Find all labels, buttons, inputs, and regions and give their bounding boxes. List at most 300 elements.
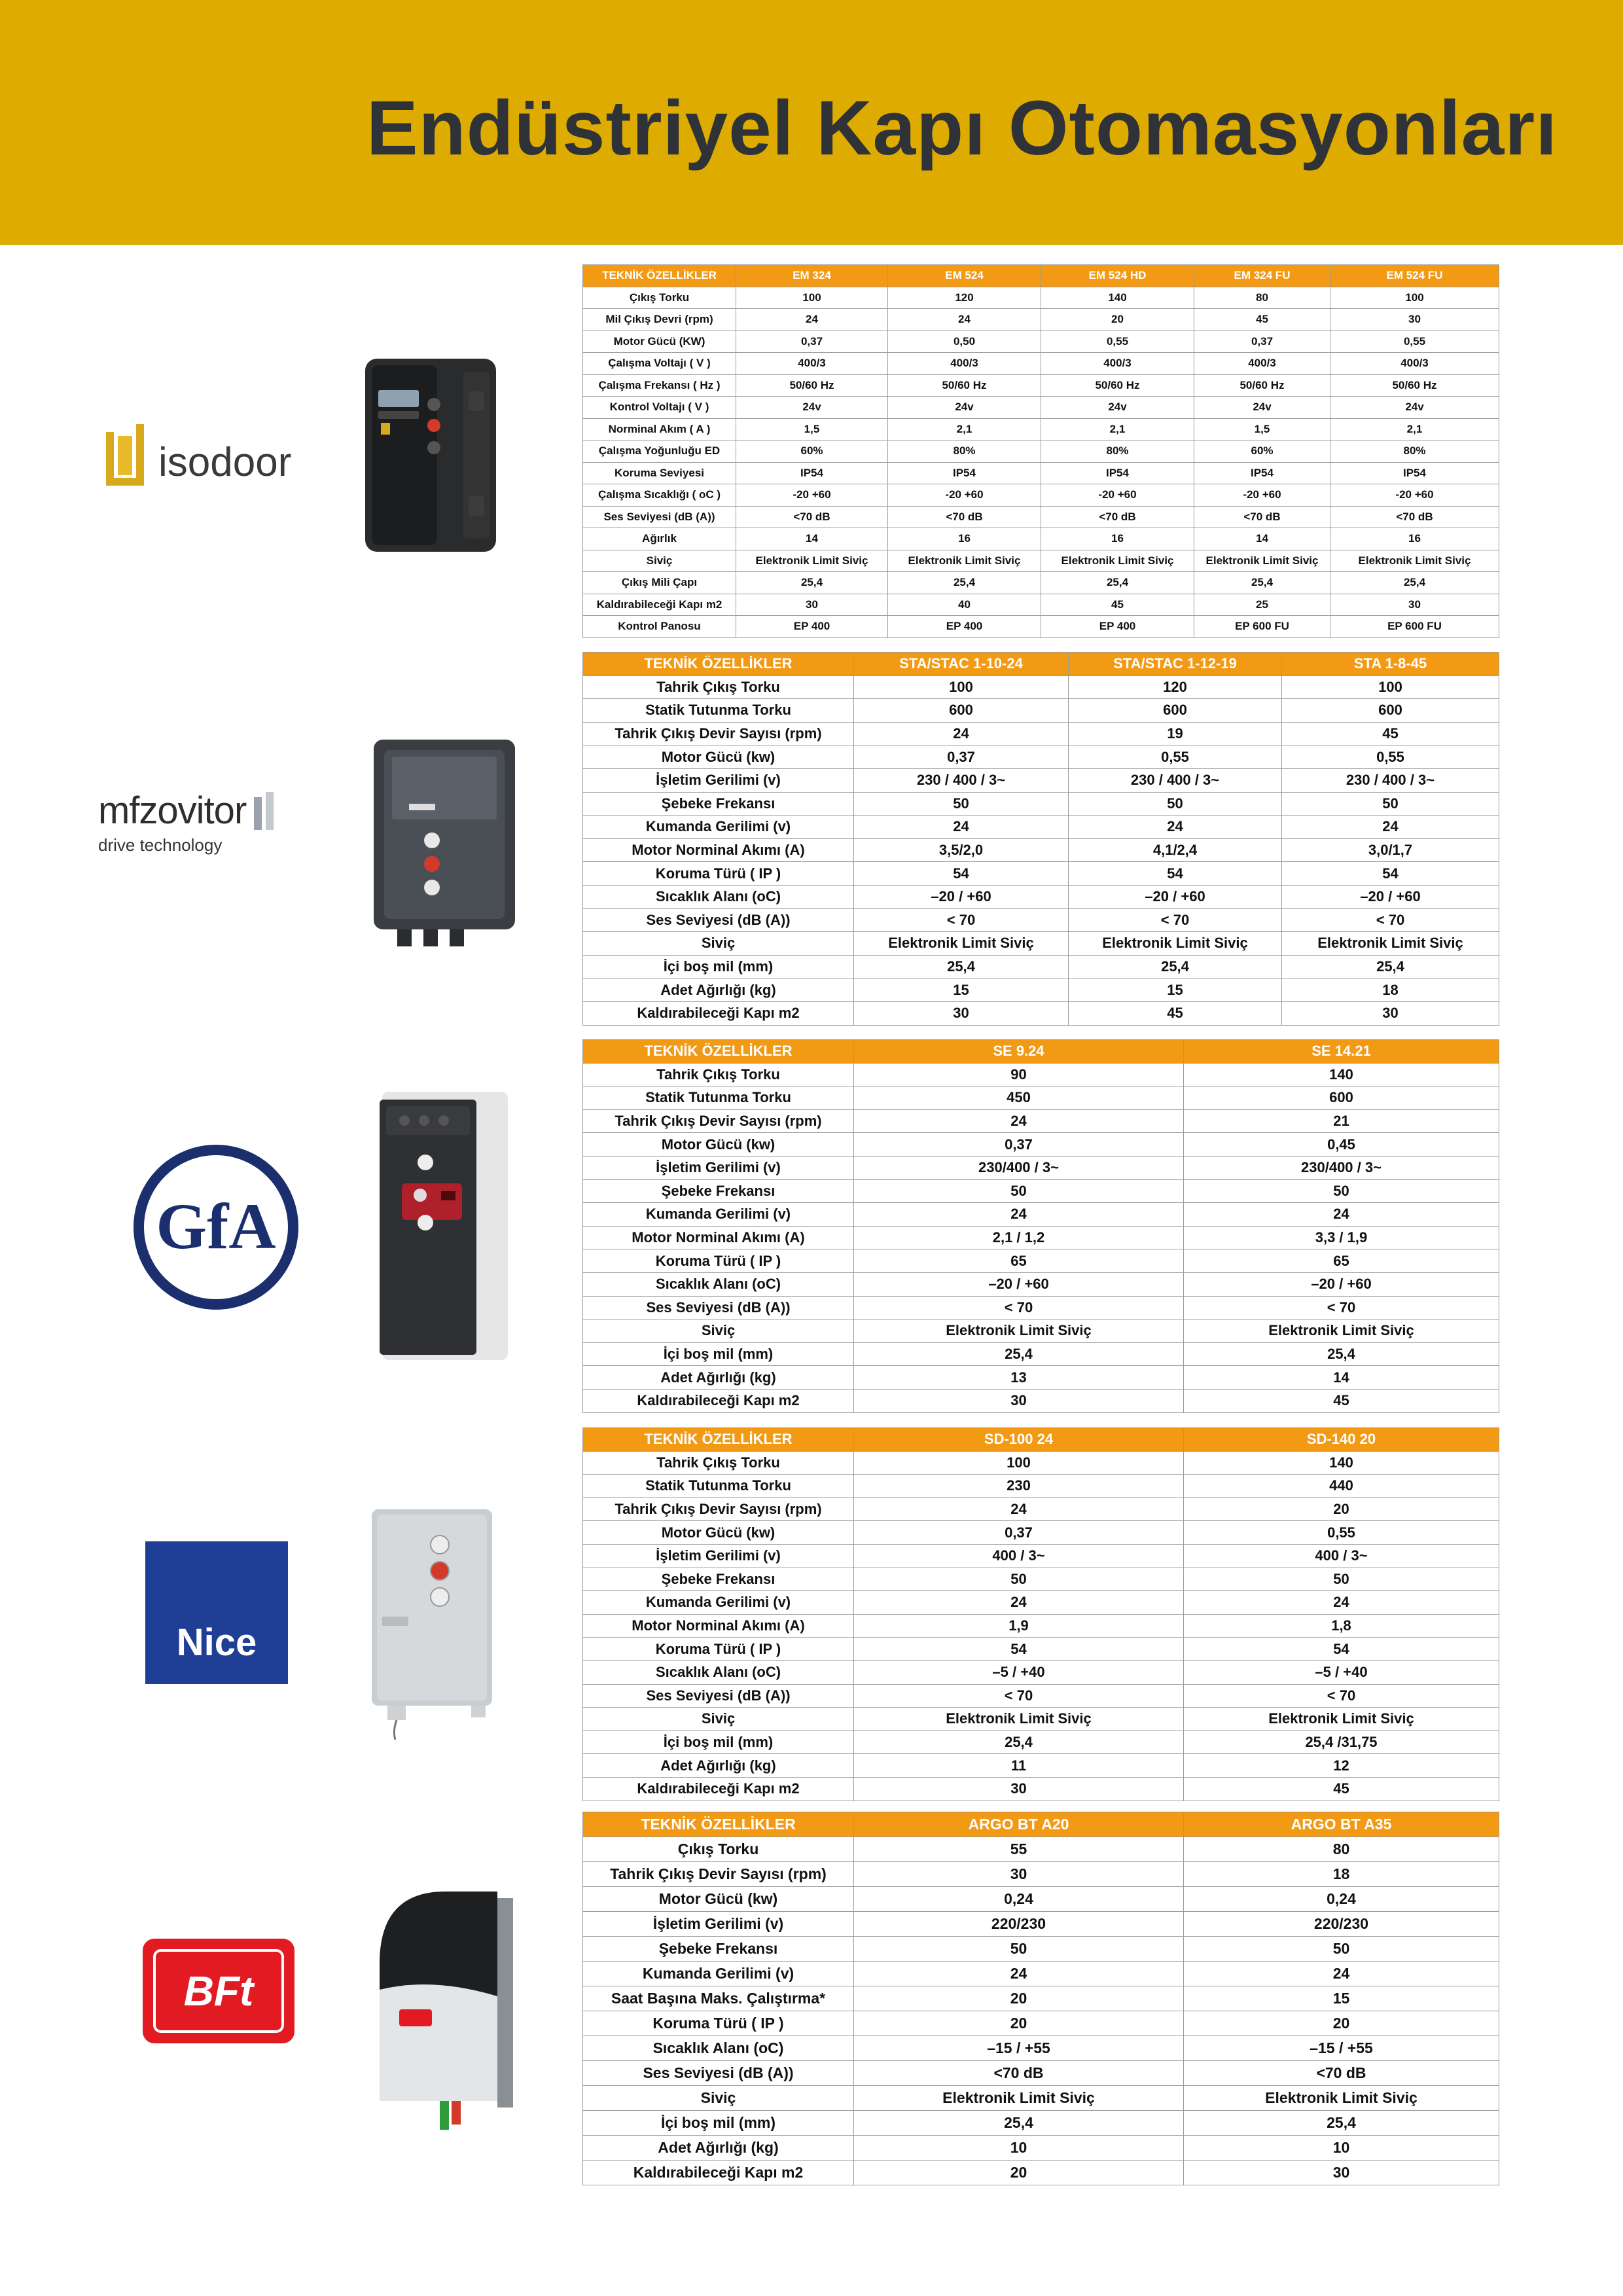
spec-value-cell: 100 bbox=[1330, 287, 1499, 309]
spec-label-cell: Motor Gücü (kw) bbox=[583, 1521, 854, 1545]
mfzovitor-logo-text: mfzovitor bbox=[98, 789, 247, 832]
table-row bbox=[583, 484, 1499, 507]
spec-value-cell: 0,55 bbox=[1282, 745, 1499, 769]
spec-value-cell: 30 bbox=[1184, 2161, 1499, 2185]
spec-value-cell: 20 bbox=[1041, 309, 1194, 331]
spec-value-cell: -20 +60 bbox=[1041, 484, 1194, 507]
table-row bbox=[583, 932, 1499, 956]
spec-value-cell: 24v bbox=[1041, 397, 1194, 419]
spec-value-cell: 18 bbox=[1282, 978, 1499, 1002]
spec-value-cell: <70 dB bbox=[1330, 506, 1499, 528]
spec-value-cell: Elektronik Limit Siviç bbox=[854, 1708, 1184, 1731]
table-row bbox=[583, 1319, 1499, 1343]
spec-value-cell: 600 bbox=[854, 699, 1069, 723]
spec-table-isodoor bbox=[582, 264, 1499, 638]
spec-value-cell: 25 bbox=[1194, 594, 1330, 616]
spec-value-cell: 65 bbox=[854, 1249, 1184, 1273]
spec-value-cell: 20 bbox=[1184, 1498, 1499, 1521]
spec-label-cell: Statik Tutunma Torku bbox=[583, 1086, 854, 1110]
spec-value-cell: 10 bbox=[1184, 2136, 1499, 2161]
gfa-control-unit-image bbox=[373, 1086, 517, 1368]
spec-value-cell: 400/3 bbox=[888, 353, 1041, 375]
table-row bbox=[583, 1179, 1499, 1203]
spec-value-cell: 30 bbox=[1330, 594, 1499, 616]
spec-value-cell: 15 bbox=[1069, 978, 1282, 1002]
table-row bbox=[583, 1086, 1499, 1110]
column-header: SE 9.24 bbox=[854, 1040, 1184, 1064]
mfzovitor-tagline: drive technology bbox=[98, 834, 223, 855]
spec-value-cell: EP 400 bbox=[1041, 616, 1194, 638]
nice-control-unit-image bbox=[366, 1505, 497, 1741]
spec-label-cell: Kontrol Panosu bbox=[583, 616, 736, 638]
table-row bbox=[583, 462, 1499, 484]
spec-value-cell: 25,4 bbox=[1184, 2111, 1499, 2136]
spec-value-cell: 40 bbox=[888, 594, 1041, 616]
spec-value-cell: 1,5 bbox=[736, 418, 888, 440]
table-row bbox=[583, 1226, 1499, 1249]
spec-value-cell: 0,24 bbox=[854, 1887, 1184, 1912]
spec-value-cell: 45 bbox=[1184, 1777, 1499, 1801]
spec-label-cell: Ses Seviyesi (dB (A)) bbox=[583, 2061, 854, 2086]
spec-value-cell: 3,3 / 1,9 bbox=[1184, 1226, 1499, 1249]
spec-label-cell: Ses Seviyesi (dB (A)) bbox=[583, 506, 736, 528]
spec-label-cell: Adet Ağırlığı (kg) bbox=[583, 978, 854, 1002]
spec-value-cell: 50 bbox=[1184, 1937, 1499, 1962]
spec-value-cell: < 70 bbox=[854, 1684, 1184, 1708]
table-row bbox=[583, 1986, 1499, 2011]
isodoor-logo bbox=[98, 412, 321, 497]
spec-label-cell: Kaldırabileceği Kapı m2 bbox=[583, 1389, 854, 1412]
spec-label-cell: Siviç bbox=[583, 1708, 854, 1731]
spec-value-cell: 0,37 bbox=[854, 1133, 1184, 1157]
spec-value-cell: 16 bbox=[1041, 528, 1194, 550]
spec-value-cell: 45 bbox=[1041, 594, 1194, 616]
bft-argo-motor-image bbox=[366, 1885, 517, 2147]
spec-label-cell: Koruma Türü ( IP ) bbox=[583, 1249, 854, 1273]
spec-label-cell: Çıkış Mili Çapı bbox=[583, 572, 736, 594]
table-row bbox=[583, 2086, 1499, 2111]
spec-value-cell: 100 bbox=[736, 287, 888, 309]
spec-value-cell: < 70 bbox=[854, 908, 1069, 932]
spec-value-cell: –20 / +60 bbox=[854, 1272, 1184, 1296]
spec-label-cell: Kaldırabileceği Kapı m2 bbox=[583, 1777, 854, 1801]
mfzovitor-mark-icon bbox=[251, 788, 277, 834]
spec-value-cell: 20 bbox=[854, 2161, 1184, 2185]
table-row bbox=[583, 1156, 1499, 1179]
table-row bbox=[583, 955, 1499, 978]
spec-value-cell: 21 bbox=[1184, 1109, 1499, 1133]
spec-value-cell: 10 bbox=[854, 2136, 1184, 2161]
spec-value-cell: 24 bbox=[1282, 816, 1499, 839]
spec-label-cell: Statik Tutunma Torku bbox=[583, 699, 854, 723]
spec-value-cell: 12 bbox=[1184, 1754, 1499, 1778]
spec-value-cell: 45 bbox=[1069, 1001, 1282, 1025]
spec-value-cell: 230/400 / 3~ bbox=[1184, 1156, 1499, 1179]
spec-label-cell: Kumanda Gerilimi (v) bbox=[583, 816, 854, 839]
spec-value-cell: 55 bbox=[854, 1837, 1184, 1862]
spec-label-cell: Şebeke Frekansı bbox=[583, 1568, 854, 1591]
spec-value-cell: Elektronik Limit Siviç bbox=[1184, 1708, 1499, 1731]
spec-value-cell: <70 dB bbox=[888, 506, 1041, 528]
spec-label-cell: Kumanda Gerilimi (v) bbox=[583, 1203, 854, 1227]
spec-value-cell: 0,24 bbox=[1184, 1887, 1499, 1912]
spec-value-cell: 50/60 Hz bbox=[1041, 374, 1194, 397]
spec-label-cell: Sıcaklık Alanı (oC) bbox=[583, 1660, 854, 1684]
table-row bbox=[583, 1614, 1499, 1638]
table-row bbox=[583, 816, 1499, 839]
page-title: Endüstriyel Kapı Otomasyonları bbox=[366, 85, 1558, 171]
spec-value-cell: 25,4 bbox=[888, 572, 1041, 594]
spec-value-cell: 54 bbox=[1184, 1638, 1499, 1661]
gfa-logo bbox=[131, 1142, 301, 1312]
spec-label-cell: Şebeke Frekansı bbox=[583, 1937, 854, 1962]
table-row bbox=[583, 1389, 1499, 1412]
spec-label-cell: Norminal Akım ( A ) bbox=[583, 418, 736, 440]
spec-label-cell: Ses Seviyesi (dB (A)) bbox=[583, 908, 854, 932]
spec-label-cell: Sıcaklık Alanı (oC) bbox=[583, 1272, 854, 1296]
spec-value-cell: 0,50 bbox=[888, 331, 1041, 353]
table-row bbox=[583, 908, 1499, 932]
spec-value-cell: 14 bbox=[736, 528, 888, 550]
isodoor-logo-text: isodoor bbox=[158, 440, 292, 485]
spec-value-cell: IP54 bbox=[1330, 462, 1499, 484]
column-header: STA/STAC 1-12-19 bbox=[1069, 653, 1282, 676]
spec-value-cell: 100 bbox=[854, 675, 1069, 699]
table-row bbox=[583, 550, 1499, 572]
spec-value-cell: 30 bbox=[854, 1001, 1069, 1025]
spec-value-cell: 230 / 400 / 3~ bbox=[1069, 768, 1282, 792]
spec-value-cell: Elektronik Limit Siviç bbox=[1041, 550, 1194, 572]
spec-value-cell: 400 / 3~ bbox=[854, 1544, 1184, 1568]
spec-value-cell: 24 bbox=[854, 1203, 1184, 1227]
table-row bbox=[583, 2011, 1499, 2036]
spec-value-cell: 20 bbox=[854, 2011, 1184, 2036]
table-row bbox=[583, 1731, 1499, 1754]
spec-value-cell: 3,0/1,7 bbox=[1282, 838, 1499, 862]
spec-value-cell: 30 bbox=[854, 1862, 1184, 1887]
spec-value-cell: 24 bbox=[854, 1498, 1184, 1521]
spec-value-cell: 24 bbox=[854, 1591, 1184, 1615]
spec-label-cell: Motor Gücü (kw) bbox=[583, 745, 854, 769]
spec-label-cell: Motor Gücü (KW) bbox=[583, 331, 736, 353]
spec-label-cell: Kumanda Gerilimi (v) bbox=[583, 1591, 854, 1615]
spec-label-cell: Çalışma Sıcaklığı ( oC ) bbox=[583, 484, 736, 507]
spec-label-cell: Kaldırabileceği Kapı m2 bbox=[583, 2161, 854, 2185]
spec-value-cell: 50 bbox=[1184, 1568, 1499, 1591]
spec-value-cell: 24 bbox=[736, 309, 888, 331]
table-row bbox=[583, 675, 1499, 699]
table-row bbox=[583, 1708, 1499, 1731]
table-row bbox=[583, 1887, 1499, 1912]
spec-value-cell: EP 400 bbox=[736, 616, 888, 638]
table-row bbox=[583, 1203, 1499, 1227]
spec-value-cell: 25,4 bbox=[1282, 955, 1499, 978]
table-row bbox=[583, 1962, 1499, 1986]
spec-value-cell: 220/230 bbox=[854, 1912, 1184, 1937]
table-header-row bbox=[583, 1428, 1499, 1452]
spec-value-cell: 60% bbox=[1194, 440, 1330, 463]
spec-value-cell: 600 bbox=[1282, 699, 1499, 723]
spec-value-cell: 1,5 bbox=[1194, 418, 1330, 440]
table-row bbox=[583, 792, 1499, 816]
spec-label-cell: Motor Gücü (kw) bbox=[583, 1133, 854, 1157]
spec-value-cell: 400/3 bbox=[1330, 353, 1499, 375]
spec-value-cell: 25,4 bbox=[1184, 1342, 1499, 1366]
table-header-row bbox=[583, 653, 1499, 676]
spec-value-cell: < 70 bbox=[1282, 908, 1499, 932]
spec-value-cell: 45 bbox=[1282, 722, 1499, 745]
spec-value-cell: 24 bbox=[854, 816, 1069, 839]
spec-value-cell: IP54 bbox=[1041, 462, 1194, 484]
spec-value-cell: 24v bbox=[888, 397, 1041, 419]
column-header: SD-140 20 bbox=[1184, 1428, 1499, 1452]
table-row bbox=[583, 1366, 1499, 1390]
mfzovitor-logo bbox=[98, 779, 340, 864]
spec-value-cell: 25,4 /31,75 bbox=[1184, 1731, 1499, 1754]
spec-value-cell: 230 / 400 / 3~ bbox=[854, 768, 1069, 792]
spec-value-cell: 50 bbox=[854, 1568, 1184, 1591]
table-row bbox=[583, 374, 1499, 397]
spec-value-cell: 24 bbox=[854, 722, 1069, 745]
column-header: TEKNİK ÖZELLİKLER bbox=[583, 653, 854, 676]
spec-value-cell: 24v bbox=[1194, 397, 1330, 419]
spec-value-cell: 140 bbox=[1184, 1451, 1499, 1475]
bft-logo-text: BFt bbox=[183, 1967, 254, 2015]
spec-label-cell: Siviç bbox=[583, 2086, 854, 2111]
spec-label-cell: Çıkış Torku bbox=[583, 1837, 854, 1862]
spec-value-cell: Elektronik Limit Siviç bbox=[888, 550, 1041, 572]
table-row bbox=[583, 2136, 1499, 2161]
spec-value-cell: 30 bbox=[854, 1389, 1184, 1412]
column-header: SE 14.21 bbox=[1184, 1040, 1499, 1064]
spec-value-cell: –20 / +60 bbox=[1282, 885, 1499, 908]
table-row bbox=[583, 1342, 1499, 1366]
table-row bbox=[583, 1777, 1499, 1801]
spec-value-cell: –5 / +40 bbox=[854, 1660, 1184, 1684]
spec-value-cell: 3,5/2,0 bbox=[854, 838, 1069, 862]
column-header: TEKNİK ÖZELLİKLER bbox=[583, 1428, 854, 1452]
spec-value-cell: 0,37 bbox=[1194, 331, 1330, 353]
spec-label-cell: Tahrik Çıkış Devir Sayısı (rpm) bbox=[583, 1862, 854, 1887]
spec-value-cell: 60% bbox=[736, 440, 888, 463]
spec-value-cell: 600 bbox=[1069, 699, 1282, 723]
spec-label-cell: İşletim Gerilimi (v) bbox=[583, 1912, 854, 1937]
column-header: STA/STAC 1-10-24 bbox=[854, 653, 1069, 676]
spec-value-cell: 90 bbox=[854, 1063, 1184, 1086]
spec-value-cell: 16 bbox=[1330, 528, 1499, 550]
nice-logo bbox=[145, 1541, 288, 1684]
spec-value-cell: 18 bbox=[1184, 1862, 1499, 1887]
spec-value-cell: EP 600 FU bbox=[1330, 616, 1499, 638]
spec-value-cell: -20 +60 bbox=[888, 484, 1041, 507]
spec-value-cell: 30 bbox=[854, 1777, 1184, 1801]
spec-label-cell: İçi boş mil (mm) bbox=[583, 955, 854, 978]
spec-label-cell: Şebeke Frekansı bbox=[583, 1179, 854, 1203]
spec-table-mfzovitor bbox=[582, 652, 1499, 1026]
table-row bbox=[583, 1754, 1499, 1778]
spec-value-cell: 80% bbox=[1041, 440, 1194, 463]
spec-value-cell: 140 bbox=[1041, 287, 1194, 309]
spec-value-cell: 50 bbox=[854, 1179, 1184, 1203]
spec-label-cell: Adet Ağırlığı (kg) bbox=[583, 1754, 854, 1778]
spec-label-cell: Tahrik Çıkış Torku bbox=[583, 1063, 854, 1086]
spec-value-cell: 50 bbox=[1184, 1179, 1499, 1203]
gfa-logo-text: GfA bbox=[156, 1190, 276, 1263]
spec-value-cell: <70 dB bbox=[854, 2061, 1184, 2086]
table-row bbox=[583, 1837, 1499, 1862]
table-row bbox=[583, 2161, 1499, 2185]
spec-label-cell: Siviç bbox=[583, 550, 736, 572]
spec-label-cell: Koruma Türü ( IP ) bbox=[583, 2011, 854, 2036]
spec-value-cell: 450 bbox=[854, 1086, 1184, 1110]
spec-value-cell: 24v bbox=[736, 397, 888, 419]
spec-value-cell: 1,9 bbox=[854, 1614, 1184, 1638]
spec-value-cell: –20 / +60 bbox=[1069, 885, 1282, 908]
spec-label-cell: Şebeke Frekansı bbox=[583, 792, 854, 816]
table-row bbox=[583, 838, 1499, 862]
table-row bbox=[583, 722, 1499, 745]
spec-value-cell: IP54 bbox=[736, 462, 888, 484]
spec-value-cell: 0,37 bbox=[854, 745, 1069, 769]
table-row bbox=[583, 528, 1499, 550]
table-row bbox=[583, 572, 1499, 594]
spec-value-cell: Elektronik Limit Siviç bbox=[1282, 932, 1499, 956]
spec-label-cell: Ses Seviyesi (dB (A)) bbox=[583, 1296, 854, 1319]
spec-value-cell: 30 bbox=[1330, 309, 1499, 331]
spec-value-cell: –5 / +40 bbox=[1184, 1660, 1499, 1684]
spec-value-cell: IP54 bbox=[1194, 462, 1330, 484]
spec-value-cell: <70 dB bbox=[1194, 506, 1330, 528]
spec-value-cell: 400 / 3~ bbox=[1184, 1544, 1499, 1568]
spec-label-cell: İçi boş mil (mm) bbox=[583, 1342, 854, 1366]
spec-value-cell: 0,55 bbox=[1041, 331, 1194, 353]
bft-logo bbox=[143, 1939, 294, 2043]
table-row bbox=[583, 1109, 1499, 1133]
spec-value-cell: 54 bbox=[1282, 862, 1499, 886]
table-row bbox=[583, 616, 1499, 638]
spec-value-cell: < 70 bbox=[1069, 908, 1282, 932]
table-row bbox=[583, 1133, 1499, 1157]
spec-label-cell: Sıcaklık Alanı (oC) bbox=[583, 2036, 854, 2061]
spec-label-cell: İçi boş mil (mm) bbox=[583, 2111, 854, 2136]
spec-label-cell: Saat Başına Maks. Çalıştırma* bbox=[583, 1986, 854, 2011]
spec-label-cell: Tahrik Çıkış Torku bbox=[583, 1451, 854, 1475]
spec-label-cell: Tahrik Çıkış Torku bbox=[583, 675, 854, 699]
spec-value-cell: 54 bbox=[854, 862, 1069, 886]
spec-value-cell: 0,37 bbox=[736, 331, 888, 353]
table-row bbox=[583, 1862, 1499, 1887]
table-row bbox=[583, 699, 1499, 723]
spec-value-cell: <70 dB bbox=[736, 506, 888, 528]
spec-value-cell: 24 bbox=[1184, 1591, 1499, 1615]
spec-value-cell: 400/3 bbox=[1041, 353, 1194, 375]
spec-value-cell: 2,1 / 1,2 bbox=[854, 1226, 1184, 1249]
spec-value-cell: 30 bbox=[736, 594, 888, 616]
column-header: STA 1-8-45 bbox=[1282, 653, 1499, 676]
spec-label-cell: Motor Gücü (kw) bbox=[583, 1887, 854, 1912]
table-row bbox=[583, 331, 1499, 353]
spec-label-cell: Çıkış Torku bbox=[583, 287, 736, 309]
spec-value-cell: 50 bbox=[1069, 792, 1282, 816]
spec-value-cell: -20 +60 bbox=[736, 484, 888, 507]
spec-value-cell: 24 bbox=[1069, 816, 1282, 839]
spec-value-cell: 25,4 bbox=[1330, 572, 1499, 594]
table-row bbox=[583, 1912, 1499, 1937]
column-header: EM 524 bbox=[888, 265, 1041, 287]
spec-value-cell: 100 bbox=[854, 1451, 1184, 1475]
spec-label-cell: Kaldırabileceği Kapı m2 bbox=[583, 594, 736, 616]
spec-value-cell: <70 dB bbox=[1041, 506, 1194, 528]
spec-value-cell: < 70 bbox=[1184, 1296, 1499, 1319]
spec-value-cell: Elektronik Limit Siviç bbox=[1184, 2086, 1499, 2111]
spec-value-cell: 0,55 bbox=[1069, 745, 1282, 769]
spec-label-cell: Tahrik Çıkış Devir Sayısı (rpm) bbox=[583, 1109, 854, 1133]
table-row bbox=[583, 768, 1499, 792]
spec-value-cell: 2,1 bbox=[1041, 418, 1194, 440]
spec-value-cell: Elektronik Limit Siviç bbox=[854, 2086, 1184, 2111]
spec-value-cell: 20 bbox=[854, 1986, 1184, 2011]
spec-value-cell: 50 bbox=[854, 792, 1069, 816]
table-row bbox=[583, 1544, 1499, 1568]
spec-label-cell: Motor Norminal Akımı (A) bbox=[583, 838, 854, 862]
spec-value-cell: –20 / +60 bbox=[1184, 1272, 1499, 1296]
spec-value-cell: 25,4 bbox=[1194, 572, 1330, 594]
spec-label-cell: Mil Çıkış Devri (rpm) bbox=[583, 309, 736, 331]
spec-value-cell: 0,55 bbox=[1184, 1521, 1499, 1545]
column-header: SD-100 24 bbox=[854, 1428, 1184, 1452]
spec-value-cell: –15 / +55 bbox=[1184, 2036, 1499, 2061]
table-row bbox=[583, 1591, 1499, 1615]
table-row bbox=[583, 594, 1499, 616]
table-row bbox=[583, 1451, 1499, 1475]
spec-value-cell: 30 bbox=[1282, 1001, 1499, 1025]
spec-value-cell: 25,4 bbox=[1069, 955, 1282, 978]
column-header: TEKNİK ÖZELLİKLER bbox=[583, 1812, 854, 1837]
spec-value-cell: Elektronik Limit Siviç bbox=[854, 932, 1069, 956]
spec-value-cell: Elektronik Limit Siviç bbox=[1184, 1319, 1499, 1343]
table-header-row bbox=[583, 1040, 1499, 1064]
spec-value-cell: -20 +60 bbox=[1330, 484, 1499, 507]
spec-table-bft bbox=[582, 1812, 1499, 2185]
column-header: ARGO BT A35 bbox=[1184, 1812, 1499, 1837]
spec-label-cell: İşletim Gerilimi (v) bbox=[583, 1544, 854, 1568]
spec-label-cell: İşletim Gerilimi (v) bbox=[583, 768, 854, 792]
spec-value-cell: 24 bbox=[888, 309, 1041, 331]
spec-value-cell: 4,1/2,4 bbox=[1069, 838, 1282, 862]
spec-label-cell: Motor Norminal Akımı (A) bbox=[583, 1226, 854, 1249]
spec-value-cell: 25,4 bbox=[736, 572, 888, 594]
spec-value-cell: 20 bbox=[1184, 2011, 1499, 2036]
spec-value-cell: 25,4 bbox=[854, 1342, 1184, 1366]
spec-value-cell: < 70 bbox=[1184, 1684, 1499, 1708]
spec-value-cell: 400/3 bbox=[1194, 353, 1330, 375]
table-row bbox=[583, 1272, 1499, 1296]
table-row bbox=[583, 1475, 1499, 1498]
table-row bbox=[583, 885, 1499, 908]
spec-value-cell: 24 bbox=[854, 1109, 1184, 1133]
spec-label-cell: Ağırlık bbox=[583, 528, 736, 550]
spec-value-cell: 0,55 bbox=[1330, 331, 1499, 353]
spec-value-cell: 25,4 bbox=[854, 1731, 1184, 1754]
table-row bbox=[583, 506, 1499, 528]
isodoor-control-unit-image bbox=[359, 352, 504, 558]
spec-label-cell: İçi boş mil (mm) bbox=[583, 1731, 854, 1754]
table-header-row bbox=[583, 265, 1499, 287]
table-row bbox=[583, 397, 1499, 419]
spec-value-cell: 11 bbox=[854, 1754, 1184, 1778]
spec-value-cell: 2,1 bbox=[1330, 418, 1499, 440]
table-row bbox=[583, 2111, 1499, 2136]
